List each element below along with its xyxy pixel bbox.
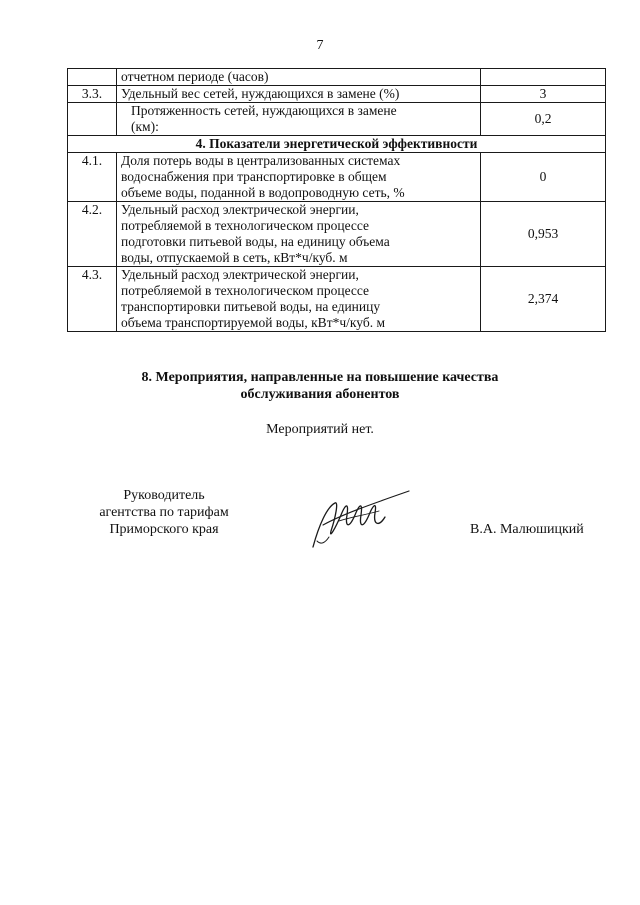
indicator-name-line: Удельный вес сетей, нуждающихся в замене (%) [121, 86, 400, 101]
section-8-title-line: обслуживания абонентов [240, 387, 400, 402]
signatory-position [84, 487, 244, 538]
indicator-name [117, 103, 481, 136]
table-row [68, 267, 606, 332]
indicator-value: 0,2 [481, 103, 606, 136]
indicator-name-line: отчетном периоде (часов) [121, 69, 269, 84]
indicator-name-line: Доля потерь воды в централизованных системах [121, 153, 401, 168]
page-number: 7 [316, 38, 324, 53]
table-row [68, 86, 606, 103]
row-number [68, 69, 117, 86]
indicator-name [117, 267, 481, 332]
indicator-name [117, 69, 481, 86]
section-8-title-line: 8. Мероприятия, направленные на повышение качества [141, 370, 499, 385]
indicators-table [67, 68, 606, 332]
indicator-name [117, 153, 481, 202]
indicator-name-line: транспортировки питьевой воды, на единицу [121, 299, 381, 314]
signatory-position-line: агентства по тарифам [99, 505, 229, 520]
indicator-value: 2,374 [481, 267, 606, 332]
indicator-value [481, 69, 606, 86]
indicator-name-line: воды, отпускаемой в сеть, кВт*ч/куб. м [121, 250, 348, 265]
signatory-name: В.А. Малюшицкий [470, 522, 584, 537]
indicator-name-line: (км): [131, 119, 159, 134]
indicator-name-line: объема транспортируемой воды, кВт*ч/куб. м [121, 315, 385, 330]
indicator-name-line: Протяженность сетей, нуждающихся в замене [131, 103, 397, 118]
signatory-position-line: Руководитель [123, 488, 205, 503]
indicator-name-line: подготовки питьевой воды, на единицу объема [121, 234, 390, 249]
indicator-name-line: водоснабжения при транспортировке в общем [121, 169, 387, 184]
indicator-value: 3 [481, 86, 606, 103]
section-header-row [68, 136, 606, 153]
indicator-name-line: объеме воды, поданной в водопроводную сеть, % [121, 185, 405, 200]
indicator-value: 0,953 [481, 202, 606, 267]
indicator-name-line: Удельный расход электрической энергии, [121, 267, 359, 282]
signatory-position-line: Приморского края [109, 522, 219, 537]
indicator-name-line: Удельный расход электрической энергии, [121, 202, 359, 217]
handwritten-signature [305, 485, 415, 557]
row-number: 4.3. [68, 267, 117, 332]
section-8-title [0, 369, 640, 403]
indicator-name [117, 86, 481, 103]
table-row [68, 153, 606, 202]
section-header: 4. Показатели энергетической эффективности [68, 136, 606, 153]
row-number: 3.3. [68, 86, 117, 103]
indicator-name-line: потребляемой в технологическом процессе [121, 283, 370, 298]
table-row [68, 202, 606, 267]
indicator-name [117, 202, 481, 267]
row-number: 4.2. [68, 202, 117, 267]
indicator-name-line: потребляемой в технологическом процессе [121, 218, 370, 233]
row-number [68, 103, 117, 136]
table-row [68, 103, 606, 136]
indicator-value: 0 [481, 153, 606, 202]
row-number: 4.1. [68, 153, 117, 202]
section-8-body: Мероприятий нет. [266, 422, 374, 437]
table-row [68, 69, 606, 86]
